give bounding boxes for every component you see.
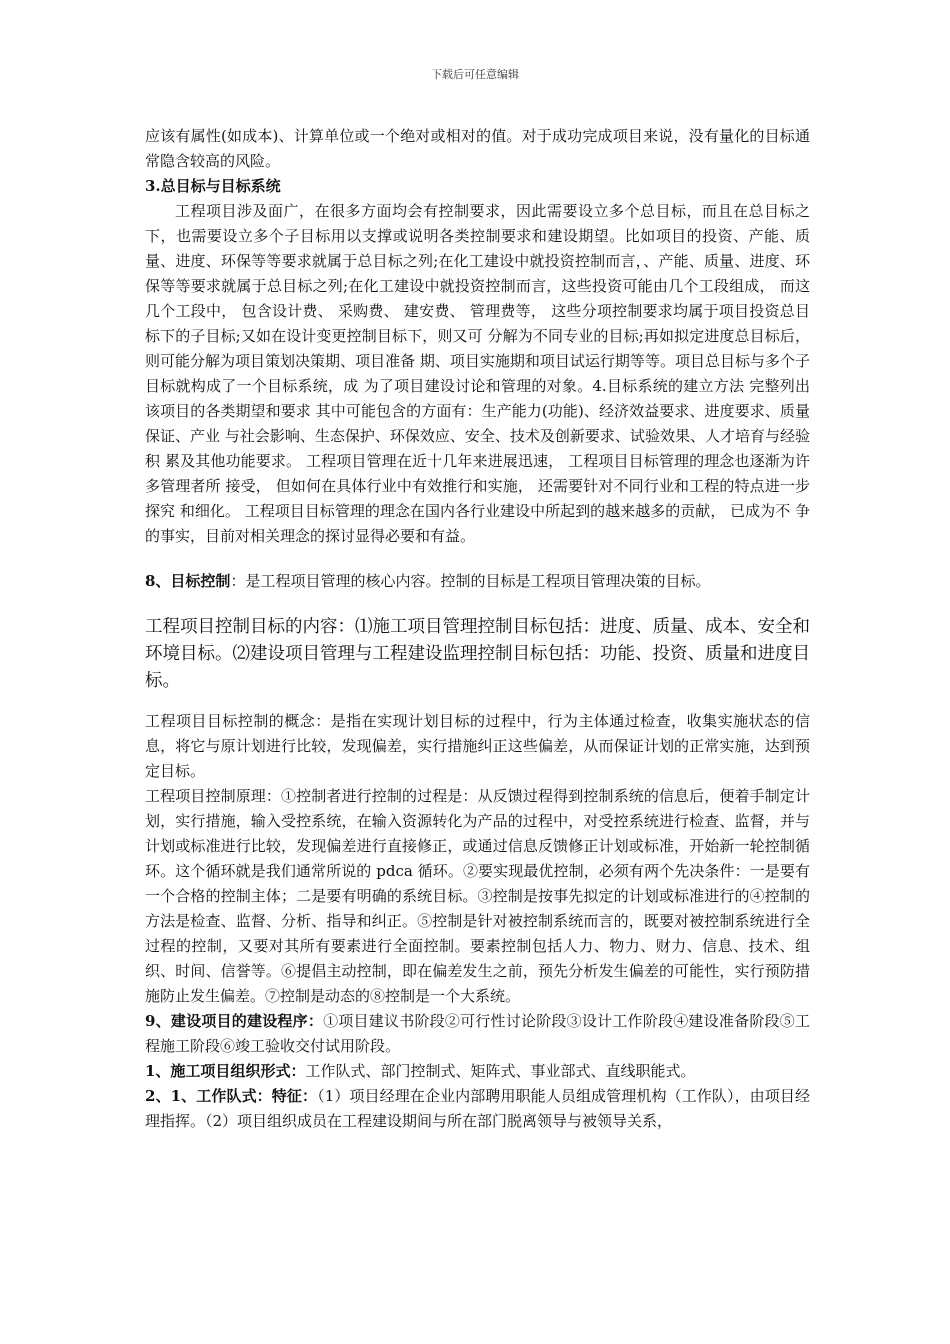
text-organization-forms: 工作队式、部门控制式、矩阵式、事业部式、直线职能式。 [305,1062,696,1080]
paragraph-risk: 应该有属性(如成本)、计算单位或一个绝对或相对的值。对于成功完成项目来说，没有量化的目标通常隐含较高的风险。 [145,127,810,170]
paragraph-organization-forms [145,1059,810,1084]
spacer [145,549,810,569]
term-team-form: 2、1、工作队式：特征： [145,1087,318,1105]
text-construction-procedure: ①项目建议书阶段②可行性讨论阶段③设计工作阶段④建设准备阶段⑤工程施工阶段⑥竣工验收交付试用阶段。 [145,1012,810,1055]
paragraph-control-concept: 工程项目目标控制的概念：是指在实现计划目标的过程中，行为主体通过检查，收集实施状态的信息，将它与原计划进行比较，发现偏差，实行措施纠正这些偏差，从而保证计划的正常实施，达到预定目标。 [145,712,810,780]
spacer [145,594,810,614]
text-team-form: （1）项目经理在企业内部聘用职能人员组成管理机构（工作队），由项目经理指挥。（2）项目组织成员在工程建设期间与所在部门脱离领导与被领导关系， [145,1087,810,1130]
paragraph-goal-system: 工程项目涉及面广，在很多方面均会有控制要求，因此需要设立多个总目标，而且在总目标之下，也需要设立多个子目标用以支撑或说明各类控制要求和建设期望。比如项目的投资、产能、质量、进度、环保等等要求就属于总目标之列;在化工建设中就投资控制而言，、产能、质量、进度、环保等等要求就属于总目标之列;在化工建设中就投资控制而言，这些投资可能由几个工段组成， 而这几个工段中， 包含设计费、 采购费、 建安费、 管理费等， 这些分项控制要求均属于项目投资总目标下的子目标;又如在设计变更控制目标下，则又可 分解为不同专业的目标;再如拟定进度总目标后，则可能分解为项目策划决策期、项目准备 期、项目实施期和项目试运行期等等。项目总目标与多个子目标就构成了一个目标系统，成 为了项目建设讨论和管理的对象。4.目标系统的建立方法 完整列出该项目的各类期望和要求 其中可能包含的方面有：生产能力(功能)、经济效益要求、进度要求、质量保证、产业 与社会影响、生态保护、环保效应、安全、技术及创新要求、试验效果、人才培育与经验积 累及其他功能要求。 工程项目管理在近十几年来进展迅速， 工程项目目标管理的理念也逐渐为许多管理者所 接受， 但如何在具体行业中有效推行和实施， 还需要针对不同行业和工程的特点进一步探究 和细化。 工程项目目标管理的理念在国内各行业建设中所起到的越来越多的贡献， 已成为不 争的事实，目前对相关理念的探讨显得必要和有益。 [145,202,810,545]
page-header: 下载后可任意编辑 [431,68,519,81]
spacer [145,695,810,709]
term-organization-forms: 1、施工项目组织形式： [145,1062,306,1080]
paragraph-construction-procedure [145,1009,810,1059]
paragraph-team-form [145,1084,810,1134]
term-target-control: 8、目标控制 [145,572,231,590]
paragraph-control-principle: 工程项目控制原理：①控制者进行控制的过程是：从反馈过程得到控制系统的信息后，便着手制定计划，实行措施，输入受控系统，在输入资源转化为产品的过程中，对受控系统进行检查、监督，并与计划或标准进行比较，发现偏差进行直接修正，或通过信息反馈修正计划或标准，开始新一轮控制循环。这个循环就是我们通常所说的 pdca 循环。②要实现最优控制，必须有两个先决条件：一是要有一个合格的控制主体；二是要有明确的系统目标。③控制是按事先拟定的计划或标准进行的④控制的方法是检查、监督、分析、指导和纠正。⑤控制是针对被控制系统而言的，既要对被控制系统进行全过程的控制，又要对其所有要素进行全面控制。要素控制包括人力、物力、财力、信息、技术、组织、时间、信誉等。⑥提倡主动控制，即在偏差发生之前，预先分析发生偏差的可能性，实行预防措施防止发生偏差。⑦控制是动态的⑧控制是一个大系统。 [145,787,810,1005]
paragraph-control-content: 工程项目控制目标的内容：⑴施工项目管理控制目标包括：进度、质量、成本、安全和环境目标。⑵建设项目管理与工程建设监理控制目标包括：功能、投资、质量和进度目标。 [145,617,810,691]
term-construction-procedure: 9、建设项目的建设程序： [145,1012,324,1030]
section-heading-goal-system: 3.总目标与目标系统 [145,177,281,195]
document-body [145,124,810,1134]
paragraph-target-control [145,569,810,594]
text-target-control: ：是工程项目管理的核心内容。控制的目标是工程项目管理决策的目标。 [230,572,711,590]
